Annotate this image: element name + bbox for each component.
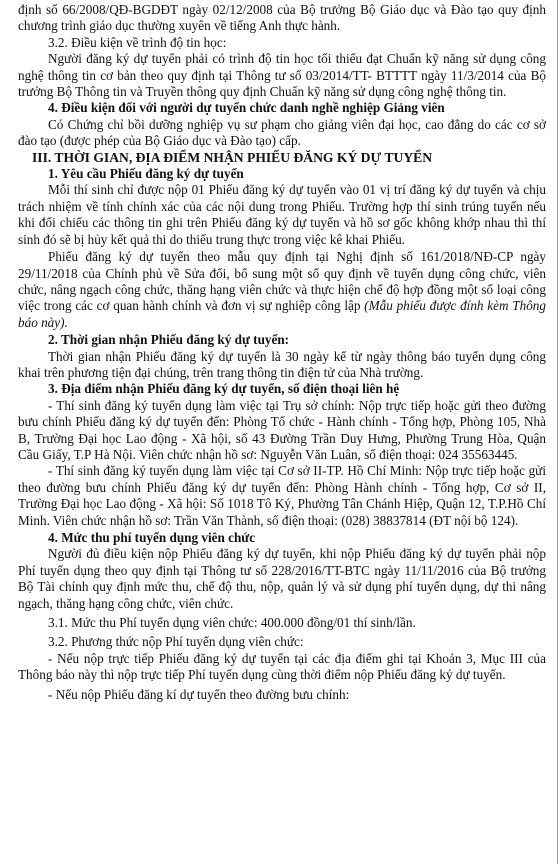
paragraph-lecturer-condition: Có Chứng chỉ bồi dưỡng nghiệp vụ sư phạm cho giảng viên đại học, cao đẳng do các cơ sở đào tạo (được phép của Bộ Giáo dục và Đào tạo) cấp. <box>18 116 546 149</box>
heading-form-requirement: 1. Yêu cầu Phiếu đăng ký dự tuyển <box>48 166 244 182</box>
heading-fee: 4. Mức thu phí tuyển dụng viên chức <box>48 530 256 545</box>
paragraph-fee-direct: - Nếu nộp trực tiếp Phiếu đăng ký dự tuyển tại các địa điểm ghi tại Khoản 3, Mục III của Thông báo này thì nộp trực tiếp Phí tuyển dụng cùng thời điểm nộp Phiếu đăng ký dự tuyển. <box>18 650 546 683</box>
heading-it-requirement: 3.2. Điều kiện về trình độ tin học: <box>48 34 227 50</box>
heading-receiving-time: 2. Thời gian nhận Phiếu đăng ký dự tuyển: <box>48 332 290 348</box>
paragraph-fee-postal: - Nếu nộp Phiếu đăng kí dự tuyển theo đường bưu chính: <box>48 686 350 702</box>
paragraph-hcmc-campus: - Thí sinh đăng ký tuyển dụng làm việc tại Cơ sở II-TP. Hồ Chí Minh: Nộp trực tiếp hoặc gửi theo đường bưu chính Phiếu đăng ký dự tuyển đến: Phòng Hành chính - Tổng hợp, Cơ sở II, Trường Đại học Lao động - Xã hội: Số 1018 Tô Ký, Phường Tân Chánh Hiệp, Quận 12, T.P.Hồ Chí Minh. Viên chức nhận hồ sơ: Trần Văn Thành, số điện thoại: (028) 38837814 (ĐT nội bộ 124). <box>18 463 546 528</box>
paragraph-form-template <box>18 249 546 331</box>
paragraph-fee-amount: 3.1. Mức thu Phí tuyển dụng viên chức: 400.000 đồng/01 thí sinh/lần. <box>48 615 416 631</box>
scan-edge-line <box>557 0 558 864</box>
paragraph-qualification-english-tail: định số 66/2008/QĐ-BGDĐT ngày 02/12/2008 của Bộ trưởng Bộ Giáo dục và Đào tạo quy định chương trình giáo dục thường xuyên về tiếng Anh thực hành. <box>18 2 546 34</box>
paragraph-it-requirement: Người đăng ký dự tuyển phải có trình độ tin học tối thiểu đạt Chuẩn kỹ năng sử dụng công nghệ thông tin cơ bản theo quy định tại Thông tư số 03/2014/TT- BTTTT ngày 11/3/2014 của Bộ trưởng Bộ Thông tin và Truyền thông quy định Chuẩn kỹ năng sử dụng công nghệ thông tin. <box>18 51 546 100</box>
paragraph-form-requirement: Mỗi thí sinh chỉ được nộp 01 Phiếu đăng ký dự tuyển vào 01 vị trí đăng ký dự tuyển và chịu trách nhiệm về tính chính xác của các nội dung trong Phiếu. Trường hợp thí sinh trúng tuyển nếu khi đối chiếu các thông tin ghi trên Phiếu đăng ký dự tuyển và hồ sơ gốc không khớp nhau thì thí sinh đó sẽ bị hủy kết quả thi do thiếu trung thực trong việc kê khai Phiếu. <box>18 182 546 247</box>
paragraph-fee-regulation: Người đủ điều kiện nộp Phiếu đăng ký dự tuyển, khi nộp Phiếu đăng ký dự tuyển phải nộp Phí tuyển dụng theo quy định tại Thông tư số 228/2016/TT-BTC ngày 11/11/2016 của Bộ trưởng Bộ Tài chính quy định mức thu, chế độ thu, nộp, quản lý và sử dụng phí tuyển dụng, dự thi nâng ngạch, thăng hạng công chức, viên chức. <box>18 546 546 611</box>
form-template-note: (Mẫu phiếu được đính kèm Thông báo này). <box>18 298 546 330</box>
paragraph-hanoi-office: - Thí sinh đăng ký tuyển dụng làm việc tại Trụ sở chính: Nộp trực tiếp hoặc gửi theo đường bưu chính Phiếu đăng ký dự tuyển đến: Phòng Tổ chức - Hành chính - Tổng hợp, Phòng 105, Nhà B, Trường Đại học Lao động - Xã hội, số 43 Đường Trần Duy Hưng, Phường Trung Hòa, Quận Cầu Giấy, T.P Hà Nội. Viên chức nhận hồ sơ: Nguyễn Văn Luân, số điện thoại: 024 35563445. <box>18 397 546 462</box>
paragraph-receiving-time: Thời gian nhận Phiếu đăng ký dự tuyển là 30 ngày kể từ ngày thông báo tuyển dụng công khai trên phương tiện đại chúng, trên trang thông tin điện tử của Nhà trường. <box>18 348 546 380</box>
form-template-text: Phiếu đăng ký dự tuyển theo mẫu quy định tại Nghị định số 161/2018/NĐ-CP ngày 29/11/2018 của Chính phủ về Sửa đổi, bổ sung một số quy định về tuyển dụng công chức, viên chức, nâng ngạch công chức, thăng hạng viên chức và thực hiện chế độ hợp đồng một số loại công việc trong các cơ quan hành chính và đơn vị sự nghiệp công lập <box>18 249 546 314</box>
heading-receiving-place: 3. Địa điểm nhận Phiếu đăng ký dự tuyển, số điện thoại liên hệ <box>48 381 400 397</box>
paragraph-fee-method-heading: 3.2. Phương thức nộp Phí tuyển dụng viên chức: <box>48 634 304 650</box>
section-title-time-place: III. THỜI GIAN, ĐỊA ĐIỂM NHẬN PHIẾU ĐĂNG KÝ DỰ TUYỂN <box>32 149 433 165</box>
heading-lecturer-condition: 4. Điều kiện đối với người dự tuyển chức danh nghề nghiệp Giảng viên <box>48 100 445 116</box>
